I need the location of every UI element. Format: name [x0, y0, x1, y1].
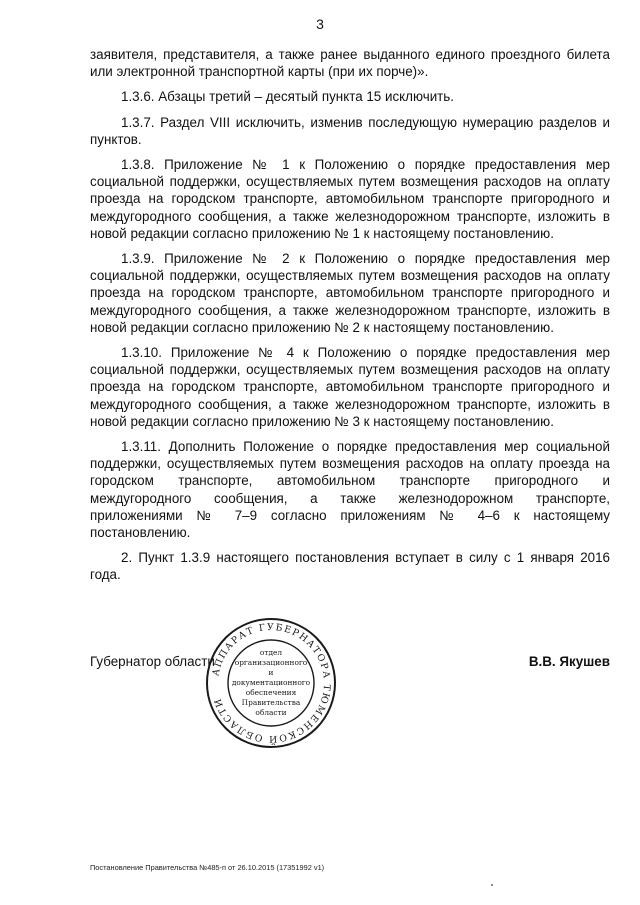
paragraph: 1.3.11. Дополнить Положение о порядке предоставления мер социальной поддержки, осуществляемых путем возмещения расходов на оплату проезда на городском транспорте, автомобильном транспорте пригородного и междугородного сообщения, а также железнодорожном транспорте, приложениями № 7–9 согласно приложениям № 4–6 к настоящему постановлению.: [90, 439, 610, 541]
scan-artifact: [491, 884, 493, 886]
signature-name: В.В. Якушев: [528, 654, 610, 669]
stamp-ring-text: АППАРАТ ГУБЕРНАТОРА ТЮМЕНСКОЙ ОБЛАСТИ: [210, 621, 333, 745]
page-number: 3: [316, 16, 324, 32]
svg-text:области: области: [255, 708, 287, 717]
svg-text:организационного: организационного: [234, 658, 308, 667]
paragraph: 1.3.6. Абзацы третий – десятый пункта 15 исключить.: [121, 89, 455, 105]
official-stamp: [203, 615, 339, 751]
document-body: [90, 46, 610, 592]
paragraph: заявителя, представителя, а также ранее выданного единого проездного билета или электронной транспортной карты (при их порче)».: [90, 47, 610, 80]
svg-text:обеспечения: обеспечения: [245, 688, 297, 697]
stamp-center-text: [232, 648, 311, 717]
paragraph: 2. Пункт 1.3.9 настоящего постановления вступает в силу с 1 января 2016 года.: [90, 550, 610, 583]
svg-text:документационного: документационного: [231, 678, 311, 687]
signature-title: Губернатор области: [90, 654, 215, 669]
paragraph: 1.3.7. Раздел VIII исключить, изменив последующую нумерацию разделов и пунктов.: [90, 114, 610, 147]
paragraph: 1.3.10. Приложение № 4 к Положению о порядке предоставления мер социальной поддержки, осуществляемых путем возмещения расходов на оплату проезда на городском транспорте, автомобильном транспорте пригородного и междугородного сообщения, а также железнодорожном транспорте, изложить в новой редакции согласно приложению № 3 к настоящему постановлению.: [90, 345, 610, 429]
paragraph: 1.3.9. Приложение № 2 к Положению о порядке предоставления мер социальной поддержки, осуществляемых путем возмещения расходов на оплату проезда на городском транспорте, автомобильном транспорте пригородного и междугородного сообщения, а также железнодорожном транспорте, изложить в новой редакции согласно приложению № 2 к настоящему постановлению.: [90, 251, 610, 335]
svg-text:Правительства: Правительства: [241, 698, 301, 707]
document-footer: Постановление Правительства №485-п от 26.10.2015 (17351992 v1): [90, 863, 325, 872]
paragraph: 1.3.8. Приложение № 1 к Положению о порядке предоставления мер социальной поддержки, осуществляемых путем возмещения расходов на оплату проезда на городском транспорте, автомобильном транспорте пригородного и междугородного сообщения, а также железнодорожном транспорте, изложить в новой редакции согласно приложению № 1 к настоящему постановлению.: [90, 157, 610, 241]
svg-text:и: и: [268, 668, 274, 677]
svg-text:отдел: отдел: [259, 648, 283, 657]
signature-block: [90, 654, 610, 674]
